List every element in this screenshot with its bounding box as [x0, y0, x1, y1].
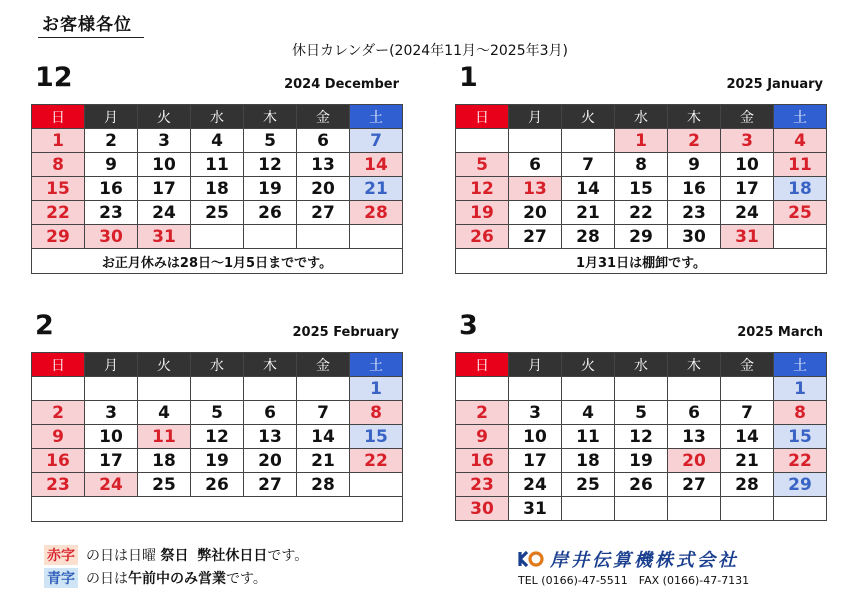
day-cell: 25	[562, 473, 615, 497]
day-cell: 5	[191, 401, 244, 425]
day-cell: 7	[297, 401, 350, 425]
month-label: 2024 December	[284, 77, 399, 92]
day-cell: 26	[244, 201, 297, 225]
day-cell: 29	[774, 473, 827, 497]
empty-day-cell	[509, 129, 562, 153]
calendar-february	[31, 310, 403, 522]
week-row	[456, 177, 827, 201]
calendar-note: 1月31日は棚卸です。	[456, 249, 827, 274]
weekday-header: 火	[138, 105, 191, 129]
empty-day-cell	[562, 377, 615, 401]
empty-day-cell	[774, 497, 827, 521]
day-cell: 27	[668, 473, 721, 497]
day-cell: 11	[191, 153, 244, 177]
month-label: 2025 January	[726, 77, 823, 92]
day-cell: 3	[85, 401, 138, 425]
calendar-title: 休日カレンダー(2024年11月～2025年3月)	[292, 43, 568, 59]
calendar-header	[455, 310, 827, 352]
day-cell: 31	[509, 497, 562, 521]
day-cell: 20	[297, 177, 350, 201]
legend-red-text: の日は日曜	[86, 548, 156, 564]
day-cell: 11	[562, 425, 615, 449]
day-cell: 21	[562, 201, 615, 225]
day-cell: 28	[721, 473, 774, 497]
empty-day-cell	[562, 129, 615, 153]
day-cell: 15	[774, 425, 827, 449]
day-cell: 20	[244, 449, 297, 473]
day-cell: 25	[191, 201, 244, 225]
greeting-heading: お客様各位	[38, 10, 144, 38]
weekday-header-row	[456, 105, 827, 129]
day-cell: 16	[668, 177, 721, 201]
legend-red	[44, 545, 308, 565]
empty-day-cell	[456, 129, 509, 153]
empty-day-cell	[668, 497, 721, 521]
day-cell: 23	[668, 201, 721, 225]
day-cell: 5	[615, 401, 668, 425]
day-cell: 23	[85, 201, 138, 225]
day-cell: 19	[456, 201, 509, 225]
day-cell: 19	[615, 449, 668, 473]
week-row	[32, 201, 403, 225]
day-cell: 4	[138, 401, 191, 425]
month-number: 3	[459, 310, 478, 341]
note-row	[32, 249, 403, 274]
legend-blue-tag: 青字	[44, 568, 78, 588]
day-cell: 15	[32, 177, 85, 201]
week-row	[456, 401, 827, 425]
day-cell: 25	[774, 201, 827, 225]
day-cell: 29	[615, 225, 668, 249]
empty-day-cell	[85, 377, 138, 401]
week-row	[456, 425, 827, 449]
weekday-header: 土	[774, 105, 827, 129]
day-cell: 24	[509, 473, 562, 497]
day-cell: 14	[350, 153, 403, 177]
calendar-december	[31, 62, 403, 274]
empty-day-cell	[562, 497, 615, 521]
day-cell: 22	[774, 449, 827, 473]
day-cell: 2	[85, 129, 138, 153]
day-cell: 15	[350, 425, 403, 449]
day-cell: 10	[509, 425, 562, 449]
day-cell: 17	[85, 449, 138, 473]
company-name: 岸井伝算機株式会社	[550, 550, 739, 571]
day-cell: 22	[615, 201, 668, 225]
day-cell: 1	[350, 377, 403, 401]
day-cell: 10	[85, 425, 138, 449]
calendar-march	[455, 310, 827, 521]
day-cell: 8	[32, 153, 85, 177]
day-cell: 6	[244, 401, 297, 425]
day-cell: 13	[509, 177, 562, 201]
calendar-header	[31, 62, 403, 104]
empty-day-cell	[297, 377, 350, 401]
weekday-header: 金	[721, 353, 774, 377]
weekday-header: 日	[456, 105, 509, 129]
weekday-header: 日	[32, 105, 85, 129]
week-row	[456, 153, 827, 177]
weekday-header: 火	[138, 353, 191, 377]
day-cell: 12	[191, 425, 244, 449]
day-cell: 14	[721, 425, 774, 449]
weekday-header: 火	[562, 105, 615, 129]
day-cell: 23	[456, 473, 509, 497]
empty-day-cell	[350, 473, 403, 497]
week-row	[456, 377, 827, 401]
week-row	[32, 129, 403, 153]
week-row	[456, 201, 827, 225]
note-row	[456, 249, 827, 274]
empty-day-cell	[721, 377, 774, 401]
day-cell: 13	[297, 153, 350, 177]
week-row	[32, 377, 403, 401]
day-cell: 5	[244, 129, 297, 153]
day-cell: 1	[32, 129, 85, 153]
weekday-header-row	[456, 353, 827, 377]
weekday-header-row	[32, 105, 403, 129]
day-cell: 30	[668, 225, 721, 249]
empty-day-cell	[509, 377, 562, 401]
day-cell: 29	[32, 225, 85, 249]
day-cell: 18	[562, 449, 615, 473]
day-cell: 19	[244, 177, 297, 201]
weekday-header: 火	[562, 353, 615, 377]
month-number: 12	[35, 62, 73, 93]
empty-day-cell	[191, 225, 244, 249]
day-cell: 9	[456, 425, 509, 449]
day-cell: 17	[138, 177, 191, 201]
day-cell: 17	[721, 177, 774, 201]
day-cell: 16	[456, 449, 509, 473]
calendar-header	[31, 310, 403, 352]
weekday-header: 土	[774, 353, 827, 377]
day-cell: 8	[350, 401, 403, 425]
day-cell: 9	[32, 425, 85, 449]
day-cell: 6	[297, 129, 350, 153]
day-cell: 25	[138, 473, 191, 497]
day-cell: 3	[721, 129, 774, 153]
week-row	[456, 225, 827, 249]
day-cell: 4	[562, 401, 615, 425]
weekday-header: 月	[509, 353, 562, 377]
weekday-header: 木	[668, 105, 721, 129]
day-cell: 7	[721, 401, 774, 425]
day-cell: 21	[350, 177, 403, 201]
day-cell: 21	[297, 449, 350, 473]
weekday-header-row	[32, 353, 403, 377]
day-cell: 26	[456, 225, 509, 249]
day-cell: 28	[350, 201, 403, 225]
weekday-header: 金	[721, 105, 774, 129]
month-grid	[455, 104, 827, 274]
month-grid	[455, 352, 827, 521]
company-contact: TEL (0166)-47-5511 FAX (0166)-47-7131	[518, 574, 750, 587]
week-row	[456, 497, 827, 521]
day-cell: 7	[562, 153, 615, 177]
empty-day-cell	[668, 377, 721, 401]
day-cell: 18	[774, 177, 827, 201]
day-cell: 13	[668, 425, 721, 449]
weekday-header: 土	[350, 105, 403, 129]
month-grid	[31, 104, 403, 274]
empty-day-cell	[138, 377, 191, 401]
empty-day-cell	[191, 377, 244, 401]
day-cell: 10	[138, 153, 191, 177]
day-cell: 30	[456, 497, 509, 521]
day-cell: 4	[774, 129, 827, 153]
week-row	[32, 401, 403, 425]
day-cell: 3	[138, 129, 191, 153]
legend-red-tag: 赤字	[44, 545, 78, 565]
weekday-header: 土	[350, 353, 403, 377]
note-row	[32, 497, 403, 522]
day-cell: 13	[244, 425, 297, 449]
weekday-header: 木	[244, 105, 297, 129]
day-cell: 28	[297, 473, 350, 497]
week-row	[32, 225, 403, 249]
weekday-header: 月	[85, 105, 138, 129]
day-cell: 28	[562, 225, 615, 249]
week-row	[32, 473, 403, 497]
legend-blue	[44, 568, 267, 588]
empty-day-cell	[297, 225, 350, 249]
day-cell: 5	[456, 153, 509, 177]
day-cell: 22	[32, 201, 85, 225]
day-cell: 20	[668, 449, 721, 473]
calendar-note	[32, 497, 403, 522]
weekday-header: 金	[297, 105, 350, 129]
week-row	[456, 129, 827, 153]
day-cell: 2	[32, 401, 85, 425]
day-cell: 30	[85, 225, 138, 249]
day-cell: 9	[668, 153, 721, 177]
calendar-note: お正月休みは28日～1月5日までです。	[32, 249, 403, 274]
weekday-header: 水	[191, 353, 244, 377]
weekday-header: 水	[191, 105, 244, 129]
empty-day-cell	[244, 377, 297, 401]
weekday-header: 月	[509, 105, 562, 129]
day-cell: 24	[85, 473, 138, 497]
weekday-header: 木	[244, 353, 297, 377]
day-cell: 16	[32, 449, 85, 473]
day-cell: 27	[509, 225, 562, 249]
legend-red-holiday: 祭日	[160, 548, 189, 564]
month-label: 2025 March	[737, 325, 823, 340]
day-cell: 9	[85, 153, 138, 177]
day-cell: 4	[191, 129, 244, 153]
month-number: 2	[35, 310, 54, 341]
day-cell: 11	[774, 153, 827, 177]
day-cell: 24	[721, 201, 774, 225]
day-cell: 14	[297, 425, 350, 449]
weekday-header: 月	[85, 353, 138, 377]
day-cell: 2	[668, 129, 721, 153]
day-cell: 12	[456, 177, 509, 201]
day-cell: 2	[456, 401, 509, 425]
day-cell: 1	[615, 129, 668, 153]
day-cell: 8	[615, 153, 668, 177]
day-cell: 16	[85, 177, 138, 201]
day-cell: 31	[138, 225, 191, 249]
day-cell: 14	[562, 177, 615, 201]
legend-blue-text: の日は	[86, 571, 128, 587]
week-row	[456, 473, 827, 497]
legend-blue-morning: 午前中のみ営業	[128, 571, 226, 587]
day-cell: 10	[721, 153, 774, 177]
day-cell: 18	[138, 449, 191, 473]
month-grid	[31, 352, 403, 522]
day-cell: 7	[350, 129, 403, 153]
weekday-header: 日	[456, 353, 509, 377]
day-cell: 6	[668, 401, 721, 425]
week-row	[32, 449, 403, 473]
empty-day-cell	[774, 225, 827, 249]
day-cell: 1	[774, 377, 827, 401]
day-cell: 8	[774, 401, 827, 425]
legend-red-suffix: です。	[267, 548, 309, 564]
weekday-header: 金	[297, 353, 350, 377]
empty-day-cell	[615, 497, 668, 521]
empty-day-cell	[244, 225, 297, 249]
day-cell: 19	[191, 449, 244, 473]
day-cell: 26	[615, 473, 668, 497]
day-cell: 17	[509, 449, 562, 473]
legend-red-company-holiday: 弊社休日日	[197, 548, 268, 564]
calendar-header	[455, 62, 827, 104]
day-cell: 18	[191, 177, 244, 201]
day-cell: 27	[244, 473, 297, 497]
week-row	[32, 425, 403, 449]
day-cell: 21	[721, 449, 774, 473]
day-cell: 22	[350, 449, 403, 473]
day-cell: 23	[32, 473, 85, 497]
day-cell: 24	[138, 201, 191, 225]
legend-blue-suffix: です。	[226, 571, 267, 587]
day-cell: 20	[509, 201, 562, 225]
weekday-header: 水	[615, 105, 668, 129]
weekday-header: 木	[668, 353, 721, 377]
day-cell: 12	[244, 153, 297, 177]
empty-day-cell	[350, 225, 403, 249]
day-cell: 31	[721, 225, 774, 249]
company-logo-icon	[518, 550, 544, 568]
month-number: 1	[459, 62, 478, 93]
day-cell: 15	[615, 177, 668, 201]
week-row	[32, 153, 403, 177]
empty-day-cell	[721, 497, 774, 521]
empty-day-cell	[615, 377, 668, 401]
week-row	[456, 449, 827, 473]
weekday-header: 日	[32, 353, 85, 377]
day-cell: 12	[615, 425, 668, 449]
day-cell: 26	[191, 473, 244, 497]
day-cell: 3	[509, 401, 562, 425]
day-cell: 27	[297, 201, 350, 225]
calendar-january	[455, 62, 827, 274]
day-cell: 6	[509, 153, 562, 177]
empty-day-cell	[32, 377, 85, 401]
empty-day-cell	[456, 377, 509, 401]
day-cell: 11	[138, 425, 191, 449]
month-label: 2025 February	[292, 325, 399, 340]
week-row	[32, 177, 403, 201]
company-block	[518, 546, 739, 572]
weekday-header: 水	[615, 353, 668, 377]
